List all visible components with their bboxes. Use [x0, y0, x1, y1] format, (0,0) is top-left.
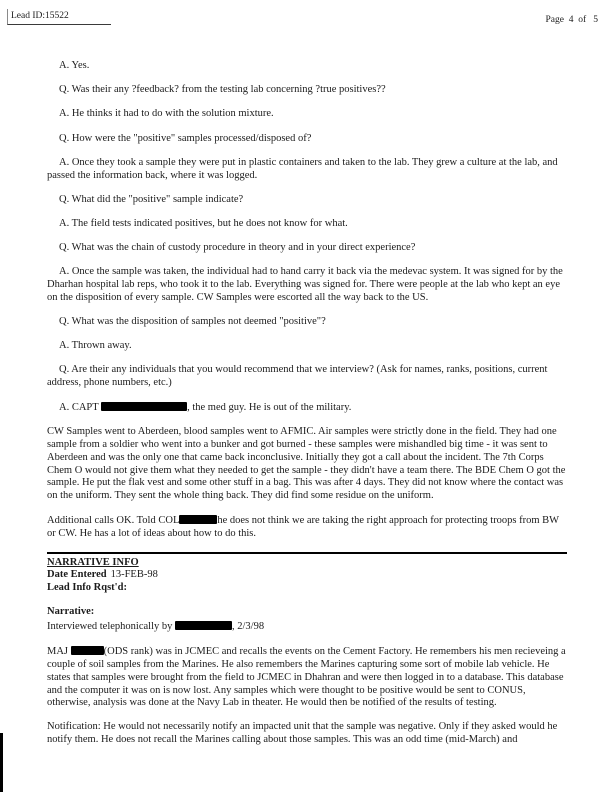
- paragraph: Q. What was the chain of custody procedure in theory and in your direct experience?: [59, 242, 416, 254]
- date-entered-value: 13-FEB-98: [110, 569, 158, 581]
- paragraph: Additional calls OK. Told COL he does not think we are taking the right approach for protecting troops from BW or CW. He has a lot of ideas about how to do this.: [47, 515, 559, 539]
- paragraph: A. Yes.: [59, 60, 90, 71]
- redaction-bar: [175, 621, 232, 630]
- narrative-text: [47, 620, 567, 747]
- paragraph: MAJ (ODS rank) was in JCMEC and recalls the events on the Cement Factory. He remembers his men recieveing a couple of soil samples from the Marines. He also remembers the Marines capturing some sort of mobile lab vehicle. He states that samples were brought from the field to JCMEC in Dhahran and were then logged in to a database. This database and the computer it was on is now lost. Any samples which were thought to be positive would be sent to CONUS, otherwise, analysis was done at the Navy Lab in theater. He would then be notified of the results of testing.: [47, 646, 566, 709]
- paragraph: A. Once the sample was taken, the individual had to hand carry it back via the medevac system. It was signed for by the Dharhan hospital lab reps, who took it to the lab. Everything was signed for. There were people at the lab who kept an eye on the disposition of every sample. CW Samples were escorted all the way back to the US.: [47, 266, 563, 303]
- lead-info-label: Lead Info Rqst'd:: [47, 581, 127, 593]
- paragraph: Q. Are their any individuals that you would recommend that we interview? (Ask for names, ranks, positions, current address, phone numbers, etc.): [47, 364, 548, 389]
- paragraph: A. He thinks it had to do with the solution mixture.: [59, 108, 274, 120]
- paragraph: Interviewed telephonically by , 2/3/98: [47, 621, 265, 633]
- paragraph: A. The field tests indicated positives, but he does not know for what.: [59, 217, 348, 229]
- redaction-bar: [71, 646, 104, 655]
- narrative-section-title: NARRATIVE INFO: [47, 557, 139, 569]
- lead-id: Lead ID:15522: [7, 9, 111, 25]
- date-entered-label: Date Entered: [47, 569, 107, 581]
- paragraph: CW Samples went to Aberdeen, blood samples went to AFMIC. Air samples were strictly done in the field. They had one sample from a soldier who went into a bunker and got burned - these samples were mishandled big time - it was sent to Aberdeen and was the only one that came back inconclusive. Initially they got a call about the incident. The 7th Corps Chem O would not give them what they needed to get the sample - they didn't have a team there. The BDE Chem O got the sample. He put the flak vest and some other stuff in a bag. This was after 4 days. They did not know where the contact was on the uniform. They sent the whole thing back. They did find some residue on the uniform.: [47, 426, 566, 501]
- redaction-bar: [179, 515, 217, 524]
- paragraph: A. CAPT , the med guy. He is out of the military.: [59, 402, 352, 414]
- qa-transcript: [47, 60, 567, 541]
- narrative-label: Narrative:: [47, 606, 95, 618]
- paragraph: A. Thrown away.: [59, 340, 132, 352]
- page-number: Page 4 of 5: [545, 15, 598, 25]
- paragraph: Q. What did the "positive" sample indicate?: [59, 193, 244, 205]
- document-body: [47, 60, 567, 758]
- narrative-section-divider: [47, 552, 567, 554]
- paragraph: Q. Was their any ?feedback? from the testing lab concerning ?true positives??: [59, 84, 386, 96]
- paragraph: A. Once they took a sample they were put in plastic containers and taken to the lab. They grew a culture at the lab, and passed the information back, where it was logged.: [47, 156, 558, 181]
- lead-info-line: [47, 582, 567, 595]
- date-entered-line: [47, 569, 567, 582]
- paragraph: Q. What was the disposition of samples not deemed "positive"?: [59, 315, 326, 327]
- paragraph: Q. How were the "positive" samples processed/disposed of?: [59, 132, 312, 144]
- scan-artifact-line: [0, 733, 3, 792]
- redaction-bar: [101, 402, 187, 411]
- paragraph: Notification: He would not necessarily notify an impacted unit that the sample was negative. Only if they asked would he notify them. He does not recall the Marines calling about those samples. This was an odd time (mid-March) and: [47, 721, 558, 746]
